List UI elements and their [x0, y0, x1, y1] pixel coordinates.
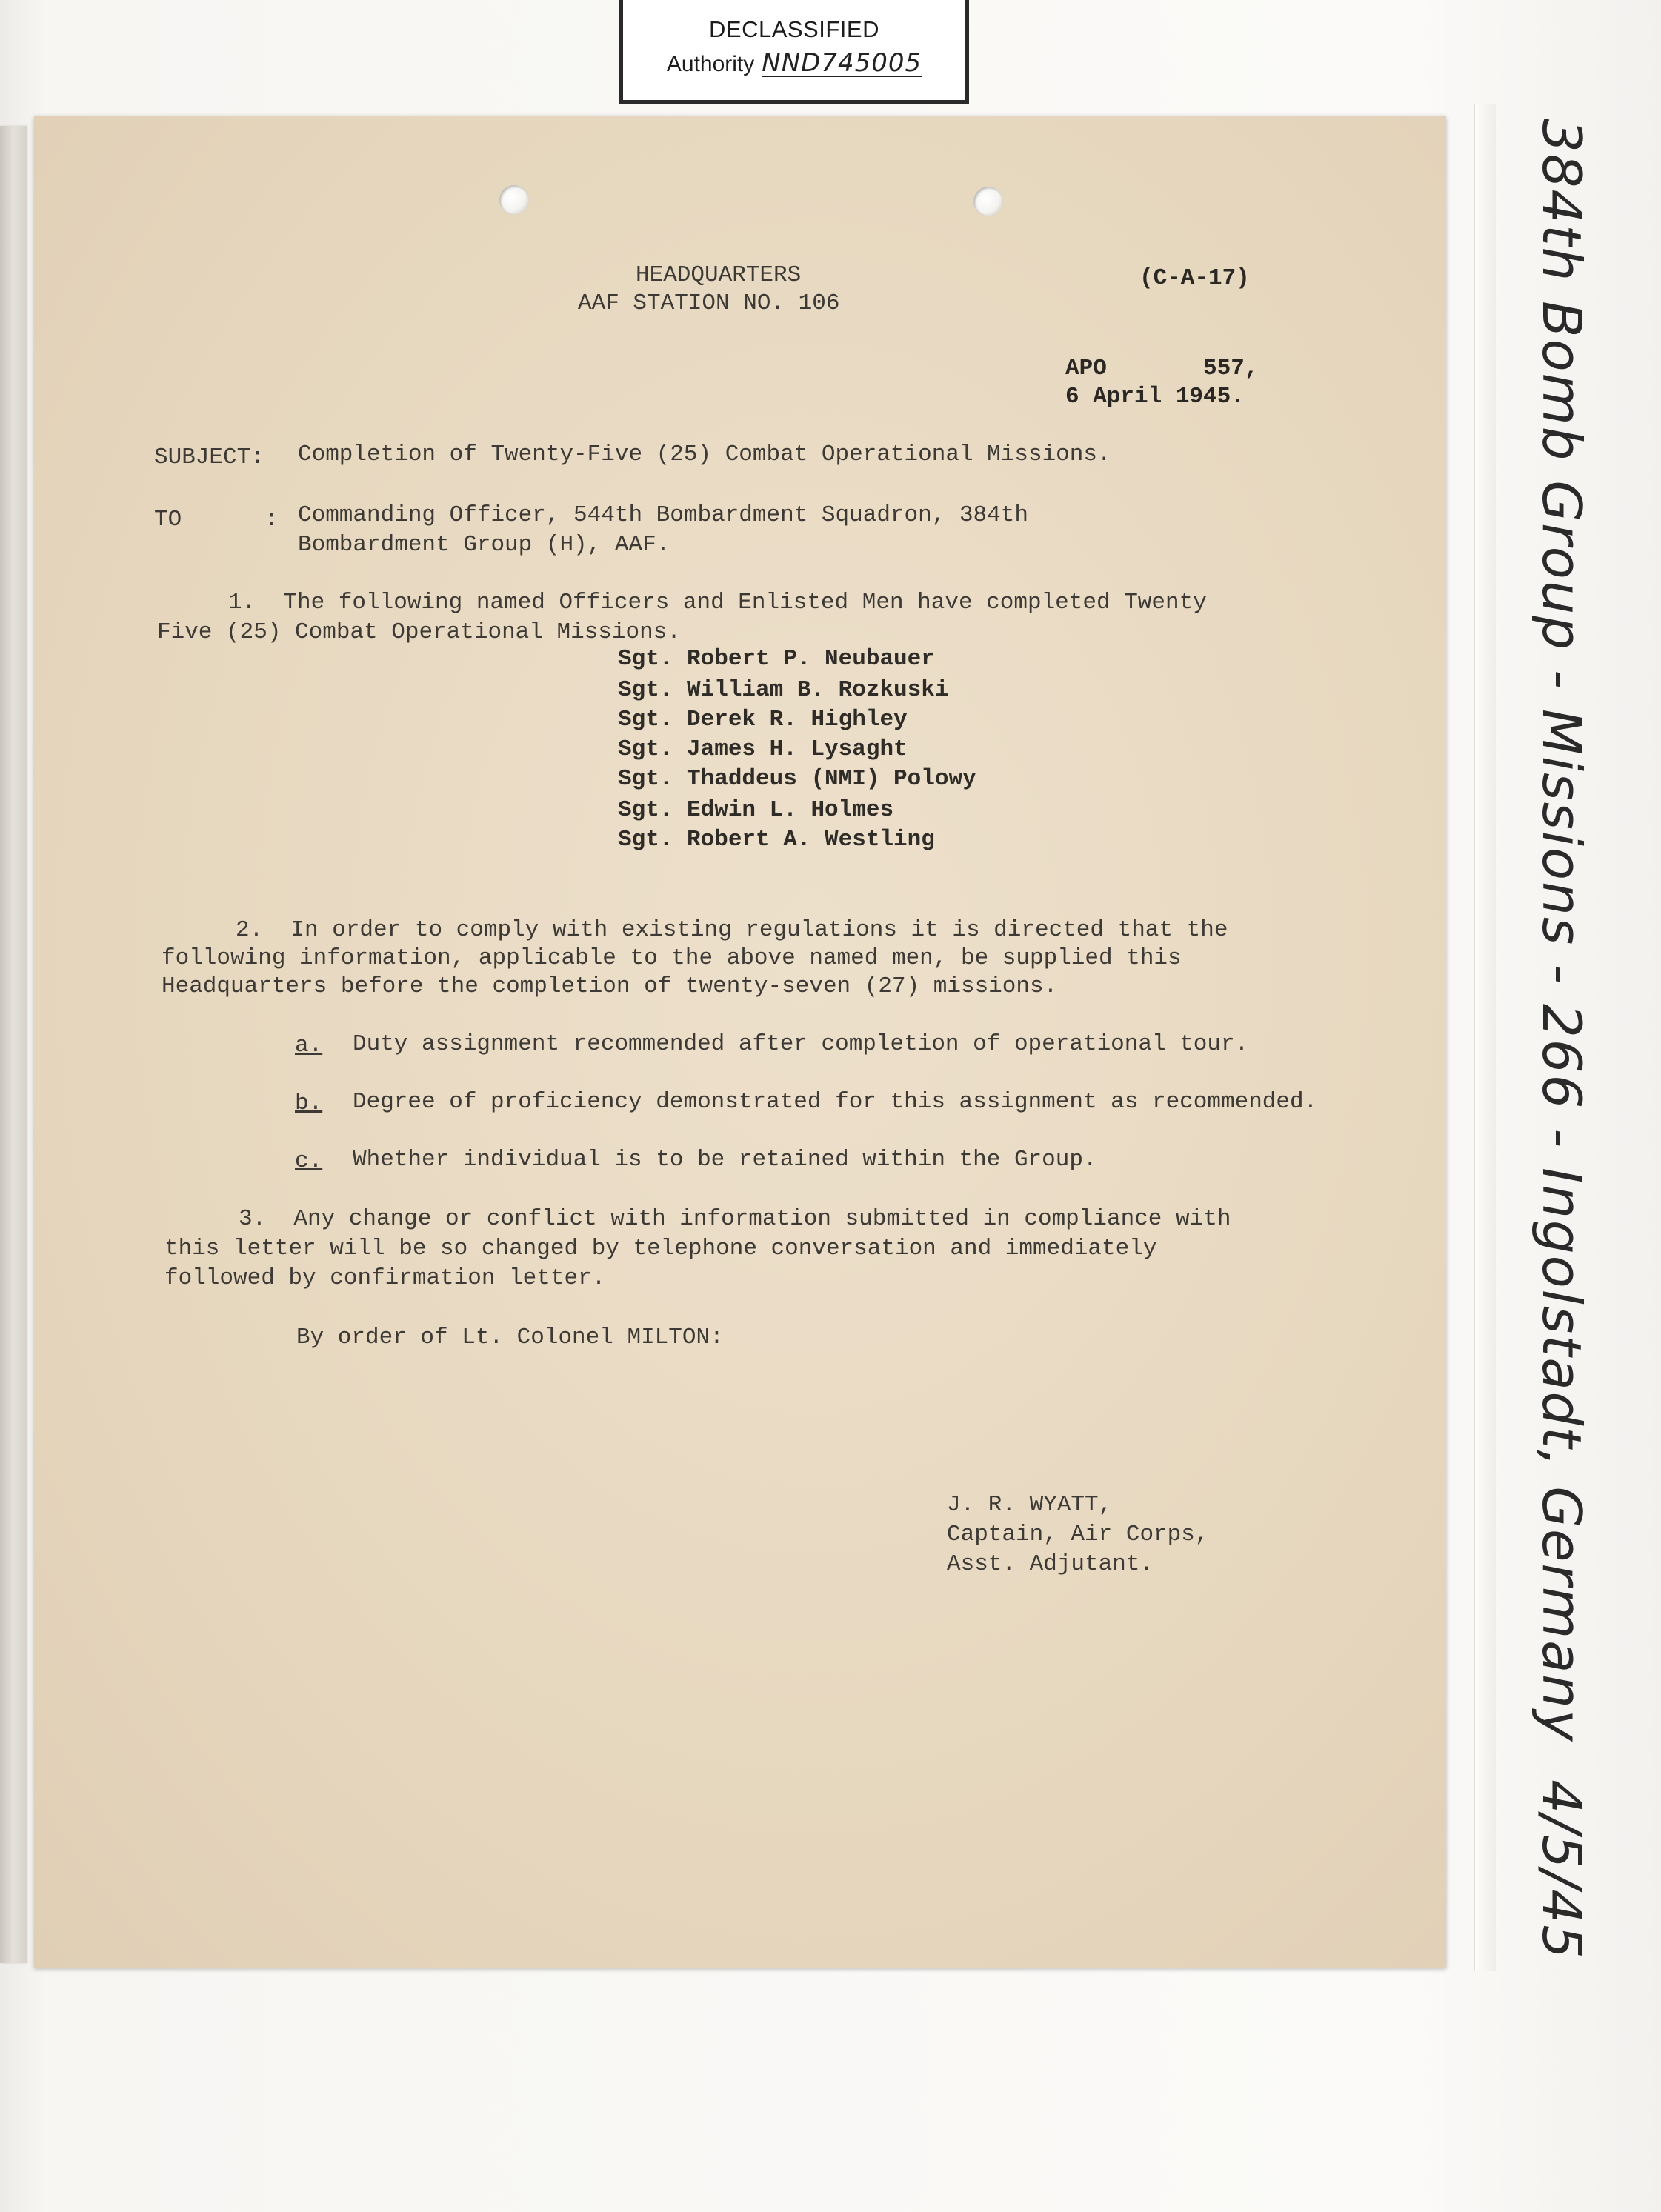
- apo-line: APO 557,: [1065, 356, 1259, 382]
- stamp-authority-value: NND745005: [762, 48, 922, 78]
- list-item: Sgt. William B. Rozkuski: [618, 677, 949, 703]
- punch-hole-right: [973, 187, 1003, 216]
- paragraph-3-line-1: 3. Any change or conflict with information submitted in compliance with: [239, 1206, 1231, 1232]
- declassified-stamp: [619, 0, 969, 104]
- paragraph-1-line-2: Five (25) Combat Operational Missions.: [157, 619, 681, 645]
- punch-hole-left: [499, 185, 529, 215]
- paragraph-2-line-2: following information, applicable to the above named men, be supplied this: [162, 945, 1182, 971]
- item-b-letter: b.: [295, 1090, 323, 1116]
- list-item: Sgt. Robert A. Westling: [618, 827, 935, 853]
- list-item: Sgt. Thaddeus (NMI) Polowy: [618, 766, 976, 792]
- subject-text: Completion of Twenty-Five (25) Combat Operational Missions.: [298, 442, 1111, 467]
- handwritten-margin-note: 384th Bomb Group - Missions - 266 - Ingolstadt, Germany 4/5/45: [1531, 119, 1593, 1961]
- header-line-2: AAF STATION NO. 106: [578, 290, 840, 316]
- item-b-text: Degree of proficiency demonstrated for this assignment as recommended.: [353, 1089, 1318, 1115]
- paragraph-3-line-3: followed by confirmation letter.: [164, 1265, 606, 1291]
- by-order-line: By order of Lt. Colonel MILTON:: [296, 1325, 724, 1350]
- letter-sheet: [34, 116, 1446, 1968]
- paragraph-2-line-3: Headquarters before the completion of twenty-seven (27) missions.: [162, 973, 1058, 999]
- backing-sheet-edge: [1474, 104, 1496, 1971]
- underlying-sheet-edge: [0, 126, 27, 1963]
- item-c-text: Whether individual is to be retained within the Group.: [353, 1147, 1097, 1173]
- signature-title: Asst. Adjutant.: [947, 1551, 1154, 1577]
- stamp-authority-line: [623, 50, 965, 77]
- signature-name: J. R. WYATT,: [947, 1492, 1113, 1518]
- paragraph-3-line-2: this letter will be so changed by telephone conversation and immediately: [164, 1236, 1157, 1262]
- stamp-authority-label: Authority: [666, 52, 755, 76]
- list-item: Sgt. James H. Lysaght: [618, 736, 908, 762]
- to-text-line-2: Bombardment Group (H), AAF.: [298, 532, 670, 558]
- to-text-line-1: Commanding Officer, 544th Bombardment Squadron, 384th: [298, 502, 1028, 528]
- item-c-letter: c.: [295, 1148, 323, 1174]
- date-line: 6 April 1945.: [1065, 384, 1245, 410]
- paragraph-1-line-1: 1. The following named Officers and Enlisted Men have completed Twenty: [228, 590, 1207, 616]
- signature-rank: Captain, Air Corps,: [947, 1522, 1209, 1548]
- paragraph-2-line-1: 2. In order to comply with existing regulations it is directed that the: [236, 917, 1228, 943]
- file-code: (C-A-17): [1139, 265, 1250, 291]
- to-label: TO :: [154, 507, 279, 533]
- subject-label: SUBJECT:: [154, 444, 264, 470]
- list-item: Sgt. Derek R. Highley: [618, 707, 908, 733]
- item-a-text: Duty assignment recommended after completion of operational tour.: [353, 1031, 1249, 1057]
- item-a-letter: a.: [295, 1033, 323, 1059]
- stamp-title: DECLASSIFIED: [709, 16, 879, 42]
- list-item: Sgt. Robert P. Neubauer: [618, 646, 935, 672]
- header-line-1: HEADQUARTERS: [636, 262, 802, 288]
- list-item: Sgt. Edwin L. Holmes: [618, 797, 894, 823]
